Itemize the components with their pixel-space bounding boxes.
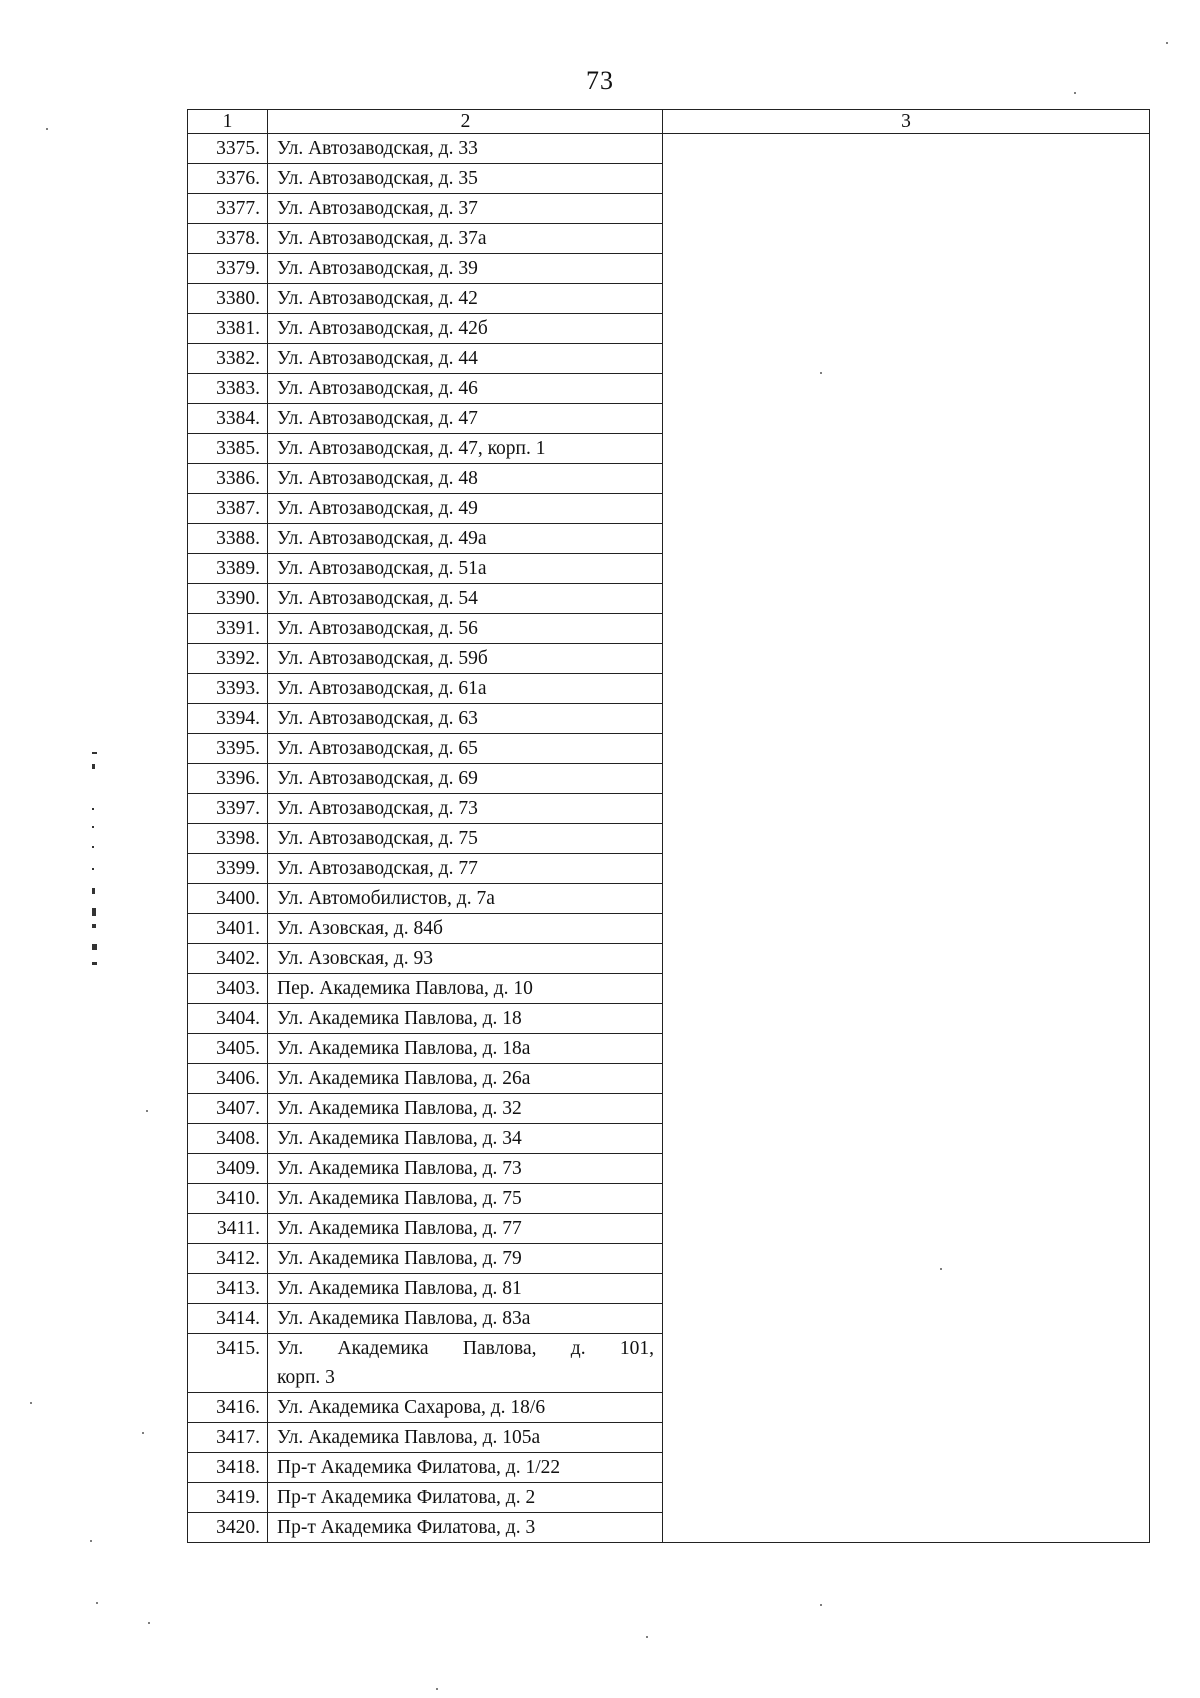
row-address: Ул. Автозаводская, д. 75 bbox=[268, 824, 663, 854]
table-header-row bbox=[188, 110, 1150, 134]
row-address: Ул. Автозаводская, д. 54 bbox=[268, 584, 663, 614]
row-number: 3380. bbox=[188, 284, 268, 314]
row-address: Ул. Академика Павлова, д. 18 bbox=[268, 1004, 663, 1034]
row-address: Ул. Автозаводская, д. 51а bbox=[268, 554, 663, 584]
row-number: 3402. bbox=[188, 944, 268, 974]
row-number: 3376. bbox=[188, 164, 268, 194]
row-address: Ул. Автозаводская, д. 65 bbox=[268, 734, 663, 764]
row-address: Ул. Автомобилистов, д. 7а bbox=[268, 884, 663, 914]
column-header-2: 2 bbox=[268, 110, 663, 134]
row-number: 3396. bbox=[188, 764, 268, 794]
row-address: Ул. Автозаводская, д. 44 bbox=[268, 344, 663, 374]
row-address: Ул. Академика Павлова, д. 32 bbox=[268, 1094, 663, 1124]
row-address: Ул. Автозаводская, д. 69 bbox=[268, 764, 663, 794]
row-number: 3385. bbox=[188, 434, 268, 464]
row-address: Ул. Академика Павлова, д. 79 bbox=[268, 1244, 663, 1274]
row-address: Ул. Автозаводская, д. 46 bbox=[268, 374, 663, 404]
row-address: Ул. Автозаводская, д. 35 bbox=[268, 164, 663, 194]
row-number: 3383. bbox=[188, 374, 268, 404]
row-number: 3397. bbox=[188, 794, 268, 824]
table-body bbox=[188, 134, 1150, 1543]
row-number: 3389. bbox=[188, 554, 268, 584]
row-number: 3405. bbox=[188, 1034, 268, 1064]
row-number: 3417. bbox=[188, 1423, 268, 1453]
table-row bbox=[188, 134, 1150, 164]
address-table bbox=[187, 109, 1150, 1543]
row-address: Ул. Академика Павлова, д. 75 bbox=[268, 1184, 663, 1214]
row-number: 3395. bbox=[188, 734, 268, 764]
row-address: Ул. Азовская, д. 84б bbox=[268, 914, 663, 944]
row-number: 3398. bbox=[188, 824, 268, 854]
row-address: Ул. Автозаводская, д. 47 bbox=[268, 404, 663, 434]
row-address: Ул. Академика Павлова, д. 105а bbox=[268, 1423, 663, 1453]
row-address: Пер. Академика Павлова, д. 10 bbox=[268, 974, 663, 1004]
row-number: 3409. bbox=[188, 1154, 268, 1184]
row-number: 3392. bbox=[188, 644, 268, 674]
row-number: 3394. bbox=[188, 704, 268, 734]
row-number: 3377. bbox=[188, 194, 268, 224]
row-address: Ул. Академика Павлова, д. 77 bbox=[268, 1214, 663, 1244]
row-address: Ул. Автозаводская, д. 42б bbox=[268, 314, 663, 344]
row-address: Ул. Автозаводская, д. 63 bbox=[268, 704, 663, 734]
row-number: 3390. bbox=[188, 584, 268, 614]
row-number: 3420. bbox=[188, 1513, 268, 1543]
row-number: 3411. bbox=[188, 1214, 268, 1244]
row-number: 3375. bbox=[188, 134, 268, 164]
row-address: Ул. Автозаводская, д. 37 bbox=[268, 194, 663, 224]
column-3-cell bbox=[663, 134, 1150, 1543]
row-address-line-1: Ул. Академика Павлова, д. 101, bbox=[277, 1338, 654, 1359]
row-address: Ул. Академика Сахарова, д. 18/6 bbox=[268, 1393, 663, 1423]
row-address: Ул. Академика Павлова, д. 34 bbox=[268, 1124, 663, 1154]
row-number: 3382. bbox=[188, 344, 268, 374]
row-address bbox=[268, 1334, 663, 1393]
row-address: Ул. Азовская, д. 93 bbox=[268, 944, 663, 974]
row-number: 3416. bbox=[188, 1393, 268, 1423]
row-address: Ул. Автозаводская, д. 49 bbox=[268, 494, 663, 524]
row-number: 3379. bbox=[188, 254, 268, 284]
row-number: 3406. bbox=[188, 1064, 268, 1094]
row-address: Ул. Автозаводская, д. 49а bbox=[268, 524, 663, 554]
row-number: 3387. bbox=[188, 494, 268, 524]
row-address: Пр-т Академика Филатова, д. 3 bbox=[268, 1513, 663, 1543]
row-address: Ул. Академика Павлова, д. 18а bbox=[268, 1034, 663, 1064]
row-number: 3407. bbox=[188, 1094, 268, 1124]
row-number: 3412. bbox=[188, 1244, 268, 1274]
column-header-3: 3 bbox=[663, 110, 1150, 134]
row-number: 3419. bbox=[188, 1483, 268, 1513]
row-address: Ул. Автозаводская, д. 77 bbox=[268, 854, 663, 884]
row-number: 3404. bbox=[188, 1004, 268, 1034]
row-number: 3415. bbox=[188, 1334, 268, 1393]
row-address: Пр-т Академика Филатова, д. 2 bbox=[268, 1483, 663, 1513]
row-number: 3388. bbox=[188, 524, 268, 554]
page-number: 73 bbox=[586, 66, 614, 95]
row-number: 3414. bbox=[188, 1304, 268, 1334]
row-address: Ул. Академика Павлова, д. 81 bbox=[268, 1274, 663, 1304]
row-number: 3410. bbox=[188, 1184, 268, 1214]
row-address: Ул. Автозаводская, д. 61а bbox=[268, 674, 663, 704]
column-header-1: 1 bbox=[188, 110, 268, 134]
row-address: Ул. Автозаводская, д. 42 bbox=[268, 284, 663, 314]
row-number: 3399. bbox=[188, 854, 268, 884]
row-number: 3393. bbox=[188, 674, 268, 704]
row-address: Ул. Автозаводская, д. 47, корп. 1 bbox=[268, 434, 663, 464]
row-address: Ул. Автозаводская, д. 56 bbox=[268, 614, 663, 644]
row-address: Пр-т Академика Филатова, д. 1/22 bbox=[268, 1453, 663, 1483]
row-number: 3386. bbox=[188, 464, 268, 494]
row-number: 3413. bbox=[188, 1274, 268, 1304]
row-number: 3381. bbox=[188, 314, 268, 344]
row-address: Ул. Автозаводская, д. 33 bbox=[268, 134, 663, 164]
row-number: 3378. bbox=[188, 224, 268, 254]
row-number: 3384. bbox=[188, 404, 268, 434]
row-address: Ул. Автозаводская, д. 48 bbox=[268, 464, 663, 494]
row-number: 3391. bbox=[188, 614, 268, 644]
row-number: 3401. bbox=[188, 914, 268, 944]
row-address: Ул. Автозаводская, д. 39 bbox=[268, 254, 663, 284]
row-number: 3408. bbox=[188, 1124, 268, 1154]
row-address-line-2: корп. 3 bbox=[277, 1367, 335, 1388]
row-number: 3400. bbox=[188, 884, 268, 914]
row-number: 3418. bbox=[188, 1453, 268, 1483]
row-number: 3403. bbox=[188, 974, 268, 1004]
row-address: Ул. Академика Павлова, д. 73 bbox=[268, 1154, 663, 1184]
row-address: Ул. Автозаводская, д. 37а bbox=[268, 224, 663, 254]
row-address: Ул. Автозаводская, д. 73 bbox=[268, 794, 663, 824]
row-address: Ул. Академика Павлова, д. 83а bbox=[268, 1304, 663, 1334]
row-address: Ул. Академика Павлова, д. 26а bbox=[268, 1064, 663, 1094]
row-address: Ул. Автозаводская, д. 59б bbox=[268, 644, 663, 674]
